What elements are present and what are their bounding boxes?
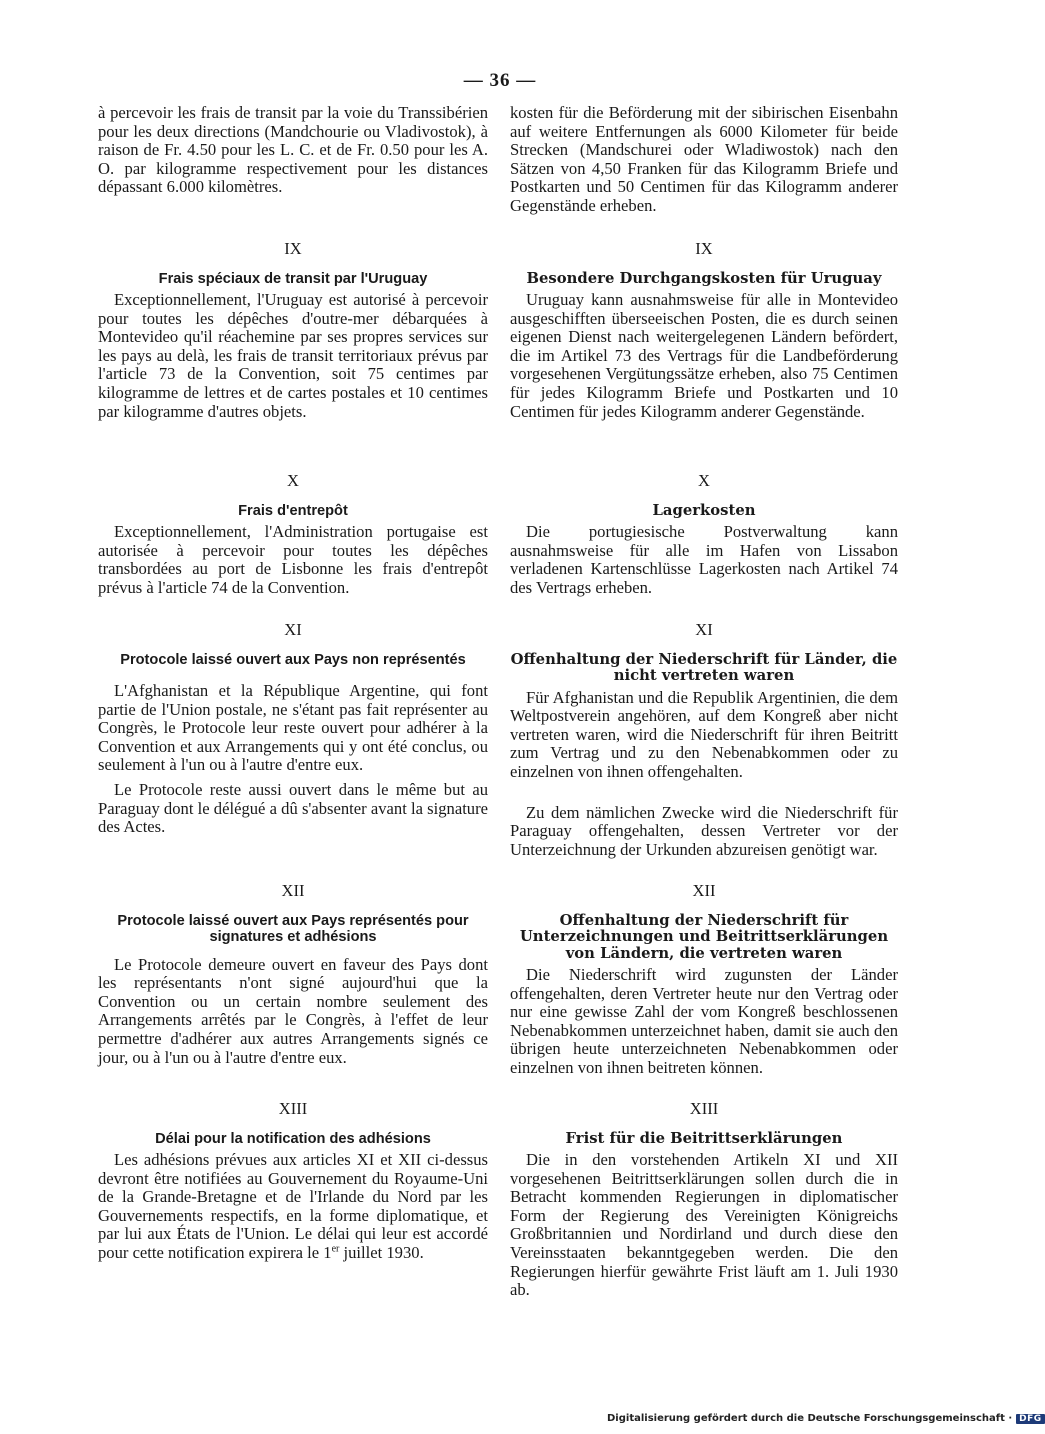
section-title: Délai pour la notification des adhésions — [155, 1130, 431, 1147]
section-body-tail: juillet 1930. — [339, 1243, 424, 1263]
german-section-xiii — [510, 1100, 898, 1300]
section-body: Le Protocole reste aussi ouvert dans le même but au Paraguay dont le délégué a dû s'absenter avant la signature des Actes. — [98, 780, 488, 837]
section-title: Lagerkosten — [652, 501, 756, 519]
french-section-xii — [98, 882, 488, 1067]
german-section-xi — [510, 621, 898, 859]
german-section-ix — [510, 240, 898, 421]
section-body: Exceptionnellement, l'Uruguay est autorisé à percevoir pour toutes les dépêches d'outre-mer débarquées à Montevideo qu'il réachemine par ses propres services sur les pays au delà, les frais de transit territoriaux prévus par l'article 73 de la Convention, soit 75 centimes par kilogramme de lettres et de cartes postales et 10 centimes par kilogramme d'autres objets. — [98, 290, 488, 421]
section-body-text: Les adhésions prévues aux articles XI et XII ci-dessus devront être notifiées au Gouvernement du Royaume-Uni de la Grande-Bretagne et de l'Irlande du Nord par les Gouvernements respectifs, en la forme diplomatique, et par lui aux États de l'Union. Le délai qui leur est accordé pour cette notification expirera le 1 — [98, 1150, 488, 1263]
section-title: Offenhaltung der Niederschrift für Unterzeichnungen und Beitrittserklärungen von Ländern, die vertreten waren — [519, 911, 889, 962]
section-title: Besondere Durchgangskosten für Uruguay — [526, 269, 882, 287]
section-body: Uruguay kann ausnahmsweise für alle in Montevideo ausgeschifften überseeischen Posten, die es durch seinen eigenen Dienst nach weitergelegenen Ländern befördert, die im Artikel 73 des Vertrags für die Landbeförderung vorgesehenen Vergütungssätze erheben, also 75 Centimen für jedes Kilogramm Briefe und Postkarten und 10 Centimen für jedes Kilogramm anderer Gegenstände. — [510, 290, 898, 421]
page-number: — 36 — — [463, 70, 537, 91]
german-intro-text: kosten für die Beförderung mit der sibirischen Eisenbahn auf weitere Entfernungen als 6000 Kilometer für beide Strecken (Mandschurei oder Wladiwostok) nach den Sätzen von 4,50 Franken für das Kilogramm Briefe und Postkarten und 50 Centimen für das Kilogramm anderer Gegenstände erheben. — [510, 103, 898, 215]
section-title: Frais spéciaux de transit par l'Uruguay — [158, 270, 428, 287]
section-number: XI — [284, 620, 302, 639]
section-title: Offenhaltung der Niederschrift für Länder, die nicht vertreten waren — [510, 650, 898, 685]
section-title: Protocole laissé ouvert aux Pays représentés pour signatures et adhésions — [117, 912, 469, 946]
section-body — [98, 1151, 488, 1263]
section-number: X — [287, 471, 299, 490]
section-body: Die in den vorstehenden Artikeln XI und XII vorgesehenen Beitrittserklärungen sollen durch die in Betracht kommenden Regierungen in diplomatischer Form der Regierung des Vereinigten Königreichs Großbritannien und Nordirland und durch diese den Vereinsstaaten bekanntgegeben werden. Die den Regierungen hierfür gewährte Frist läuft am 1. Juli 1930 ab. — [510, 1150, 898, 1300]
section-number: XI — [695, 620, 713, 639]
section-body: Zu dem nämlichen Zwecke wird die Niederschrift für Paraguay offengehalten, dessen Vertreter vor der Unterzeichnung der Urkunden abzureisen genötigt war. — [510, 802, 898, 859]
french-section-xiii — [98, 1100, 488, 1263]
french-section-xi — [98, 621, 488, 837]
section-number: X — [698, 471, 710, 490]
french-section-ix — [98, 240, 488, 421]
footer-credit — [607, 1413, 1045, 1424]
german-section-xii — [510, 882, 898, 1078]
german-intro-section — [510, 104, 898, 216]
dfg-logo: DFG — [1016, 1414, 1045, 1424]
french-intro-section — [98, 104, 488, 197]
section-body: Exceptionnellement, l'Administration portugaise est autorisée à percevoir pour toutes les dépêches transbordées au port de Lisbonne les frais d'entrepôt prévus à l'article 74 de la Convention. — [98, 522, 488, 597]
section-number: XIII — [689, 1099, 719, 1118]
section-number: XII — [692, 881, 716, 900]
superscript: er — [331, 1243, 340, 1255]
german-section-x — [510, 472, 898, 597]
section-body: Für Afghanistan und die Republik Argentinien, die dem Weltpostverein angehören, auf dem Kongreß aber nicht vertreten waren, wird die Niederschrift für ihren Beitritt zum Vertrag und zu den Nebenabkommen oder zu einzelnen von ihnen offengehalten. — [510, 687, 898, 781]
section-body: Le Protocole demeure ouvert en faveur des Pays dont les représentants n'ont signé aujourd'hui que la Convention ou un certain nombre seulement des Arrangements arrêtés par le Congrès, à l'effet de leur permettre d'adhérer aux autres Arrangements signés ce jour, ou à l'un ou à l'autre d'entre eux. — [98, 954, 488, 1067]
footer-text: Digitalisierung gefördert durch die Deutsche Forschungsgemeinschaft · — [607, 1413, 1013, 1424]
section-body: Die Niederschrift wird zugunsten der Länder offengehalten, deren Vertreter heute nur den Vertrag oder nur eine gewisse Zahl der vom Kongreß beschlossenen Nebenabkommen unterzeichnet haben, damit sie auch den übrigen heute unterzeichneten Nebenabkommen oder einzelnen von ihnen beitreten können. — [510, 965, 898, 1078]
section-title: Frist für die Beitrittserklärungen — [565, 1129, 843, 1147]
section-title: Frais d'entrepôt — [238, 502, 348, 519]
french-section-x — [98, 472, 488, 597]
section-body: L'Afghanistan et la République Argentine, qui font partie de l'Union postale, ne s'étant pas fait représenter au Congrès, le Protocole leur reste ouvert pour adhérer à la Convention et aux Arrangements qui y ont été conclus, ou seulement à l'un ou à l'autre d'entre eux. — [98, 681, 488, 775]
section-number: XIII — [278, 1099, 308, 1118]
french-intro-text: à percevoir les frais de transit par la voie du Transsibérien pour les deux directions (Mandchourie ou Vladivostok), à raison de Fr. 4.50 pour les L. C. et de Fr. 0.50 pour les A. O. par kilogramme respectivement pour les distances dépassant 6.000 kilomètres. — [98, 103, 488, 197]
section-number: XII — [281, 881, 305, 900]
section-number: IX — [284, 239, 302, 258]
section-number: IX — [695, 239, 713, 258]
section-body: Die portugiesische Postverwaltung kann ausnahmsweise für alle im Hafen von Lissabon verladenen Kartenschlüsse Lagerkosten nach Artikel 74 des Vertrags erheben. — [510, 522, 898, 597]
section-title: Protocole laissé ouvert aux Pays non représentés — [120, 651, 466, 668]
